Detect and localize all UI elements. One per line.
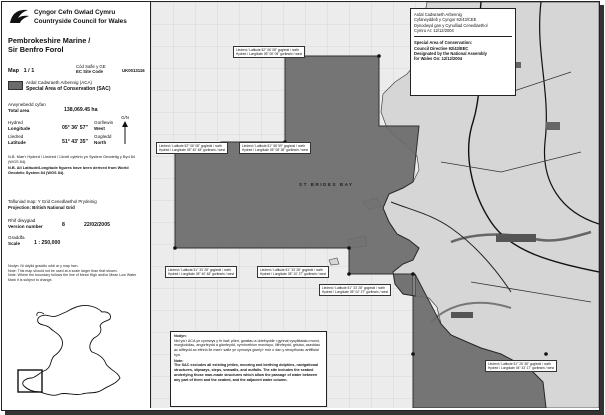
sac-legend-swatch	[8, 81, 23, 90]
callout-vertex-4	[165, 266, 237, 278]
ccw-logo-icon	[8, 7, 30, 25]
total-area-label	[8, 102, 46, 113]
callout-4-latitude: Lledred / Latitude 51° 33' 28" gogledd / north	[168, 268, 232, 272]
organisation-header	[8, 7, 144, 29]
geodetic-note-welsh: N.B. Mae'r Hydred / Lledred / Llinell cyfeirio yn System Geodetig y Byd 84 (WGS 84).	[8, 154, 136, 164]
total-area-value: 138,069.45 ha	[64, 107, 98, 113]
map-title-line-2: Sir Benfro Forol	[8, 45, 64, 55]
latitude-label-english: Latitude	[8, 139, 26, 145]
note-body-english: The SAC excludes all existing jetties, mooring and berthing dolphins, navigational structures, slipways, steps, seawalls, and outfalls. The site includes the seabed underlying those man-made structures which allow the passage of water between any part of them and the seabed, and the adjacent water column.	[174, 363, 319, 382]
site-code-labels	[76, 64, 122, 75]
callout-4-longitude: Hydred / Longitude 05° 40' 48" gorllewin / west	[168, 272, 234, 276]
version-label-english: Version number	[8, 223, 43, 229]
geodetic-note-english: N.B. All Latitude/Longitude figures have been derived from World Geodetic System 84 (WGS 84).	[8, 165, 129, 175]
callout-1-latitude: Lledred / Latitude 52° 06' 08" gogledd / north	[236, 48, 300, 52]
note-body-welsh: Nid yw'r ACA yn cynnwys y tir isaf; pileri, gwaliau a ddefnyddir i gynnal cysylltiadau morol, morgloddiau, angorfeydd a glanfeydd, cymhorthion mordwyo, llithrfeydd, grisiau, aseddau ac allfeydd ac eithrio lle mae'r safle yn cynnwys gwely'r môr o dan y strwythurau artiffisial hyn.	[174, 338, 320, 357]
callout-vertex-3	[239, 142, 311, 154]
map-sheet	[1, 1, 600, 411]
version-label	[8, 218, 43, 229]
scale-label-english: Scale	[8, 240, 21, 246]
version-number: 8	[62, 222, 65, 228]
note-heading-english: Note:	[174, 358, 184, 363]
legend-label-english: Special Area of Conservation (SAC)	[26, 85, 111, 92]
longitude-label-welsh: Hydred	[8, 120, 23, 125]
longitude-direction	[94, 120, 113, 131]
site-code-label-welsh: Cód Safle y GE	[76, 64, 106, 69]
info-panel	[2, 2, 151, 408]
projection-welsh: Tafluniad map: Y Grid Cenedlaethol Prydeinig	[8, 199, 97, 204]
latitude-direction	[94, 134, 111, 145]
version-date: 22/02/2005	[84, 222, 110, 228]
projection-english: Projection: British National Grid	[8, 204, 75, 210]
note-heading-welsh: Nodyn:	[174, 334, 187, 338]
usage-note-3: Note: Where the boundary follows the line of Mean High and/or Mean Low Water Mark it is subject to change.	[8, 273, 137, 282]
organisation-name-english: Countryside Council for Wales	[34, 17, 127, 25]
callout-1-longitude: Hydred / Longitude 05° 06' 05" gorllewin / west	[236, 52, 302, 56]
longitude-label-english: Longitude	[8, 125, 31, 131]
callout-vertex-7	[485, 360, 557, 372]
bay-label: ST BRIDES BAY	[299, 182, 354, 187]
longitude-direction-welsh: Gorllewin	[94, 120, 114, 125]
callout-vertex-6	[319, 284, 391, 296]
designation-welsh-4: Cymru Ar: 12/12/2004	[414, 27, 454, 33]
north-arrow	[119, 115, 131, 145]
north-arrow-label: G/N	[121, 115, 129, 120]
map-area	[151, 2, 599, 408]
usage-note-2: Note: This map should not be used at a scale larger than that shown.	[8, 268, 118, 273]
usage-notes	[8, 264, 144, 282]
latitude-value: 51° 43' 35"	[62, 139, 88, 145]
callout-vertex-2	[156, 142, 228, 154]
designation-welsh-3: Dynodwyd gan y Cynulliad Cenedlaethol	[414, 22, 488, 28]
designation-box	[410, 8, 516, 96]
site-code-label-english: EC Site Code	[76, 69, 103, 75]
callout-2-longitude: Hydred / Longitude 05° 40' 48" gorllewin / west	[159, 148, 225, 152]
designation-english-1: Special Area of Conservation:	[414, 40, 473, 46]
wales-location-inset	[10, 302, 142, 402]
callout-3-latitude: Lledred / Latitude 51° 58' 59" gogledd / north	[242, 144, 306, 148]
total-area-label-welsh: Arwynebedd cyfan	[8, 102, 46, 107]
legend-label-welsh: Ardal Cadwraeth Arbennig (ACA)	[26, 80, 93, 85]
callout-6-latitude: Lledred / Latitude 51° 33' 28" gogledd / north	[322, 286, 386, 290]
longitude-direction-english: West	[94, 125, 105, 131]
scale-label-welsh: Graddfa	[8, 235, 25, 240]
map-title-line-1: Pembrokeshire Marine /	[8, 36, 91, 45]
longitude-label	[8, 120, 30, 131]
callout-5-latitude: Lledred / Latitude 51° 33' 28" gogledd / north	[260, 268, 324, 272]
callout-2-latitude: Lledred / Latitude 52° 06' 08" gogledd / north	[159, 144, 223, 148]
projection	[8, 199, 144, 210]
map-title	[8, 36, 90, 55]
designation-english-4: for Wales On: 12/12/2004	[414, 56, 463, 62]
organisation-name-welsh: Cyngor Cefn Gwlad Cymru	[34, 9, 116, 16]
latitude-label	[8, 134, 26, 145]
version-label-welsh: Rhif diwygiad	[8, 218, 36, 223]
designation-divider	[414, 36, 512, 37]
callout-7-latitude: Lledred / Latitude 51° 26' 38" gogledd / north	[488, 362, 552, 366]
callout-3-longitude: Hydred / Longitude 05° 08' 38" gorllewin / west	[242, 148, 308, 152]
callout-vertex-1	[233, 46, 305, 58]
designation-welsh-1: Ardal Cadwraeth Arbennig	[414, 12, 462, 17]
scale-label	[8, 235, 25, 246]
designation-english-2: Council Directive 92/43/EEC	[414, 45, 469, 51]
longitude-value: 05° 36' 57"	[62, 125, 88, 131]
designation-english-3: Designated by the National Assembly	[414, 50, 487, 56]
callout-7-longitude: Hydred / Longitude 04° 43' 17" gorllewin / west	[488, 366, 554, 370]
latitude-label-welsh: Lledred	[8, 134, 24, 139]
callout-6-longitude: Hydred / Longitude 05° 02' 37" gorllewin / west	[322, 290, 388, 294]
exclusions-note	[170, 331, 327, 407]
map-number-label: Map	[8, 68, 19, 74]
usage-note-1: Nodyn: Ni ddylid graddio oddi ar y map hwn.	[8, 264, 79, 268]
geodetic-notes	[8, 154, 144, 176]
map-number-value: 1 / 1	[23, 68, 35, 74]
total-area-label-english: Total area	[8, 107, 30, 113]
scale-value: 1 : 250,000	[34, 240, 61, 246]
map-number	[8, 68, 34, 75]
designation-welsh-2: Cyfarwyddeb y Cyngor 92/43/CEE	[414, 17, 477, 23]
callout-vertex-5	[257, 266, 329, 278]
callout-5-longitude: Hydred / Longitude 05° 10' 27" gorllewin / west	[260, 272, 326, 276]
site-code-value: UK0013116	[122, 68, 145, 73]
latitude-direction-english: North	[94, 139, 107, 145]
latitude-direction-welsh: Gogledd	[94, 134, 112, 139]
north-arrow-icon	[119, 121, 131, 145]
